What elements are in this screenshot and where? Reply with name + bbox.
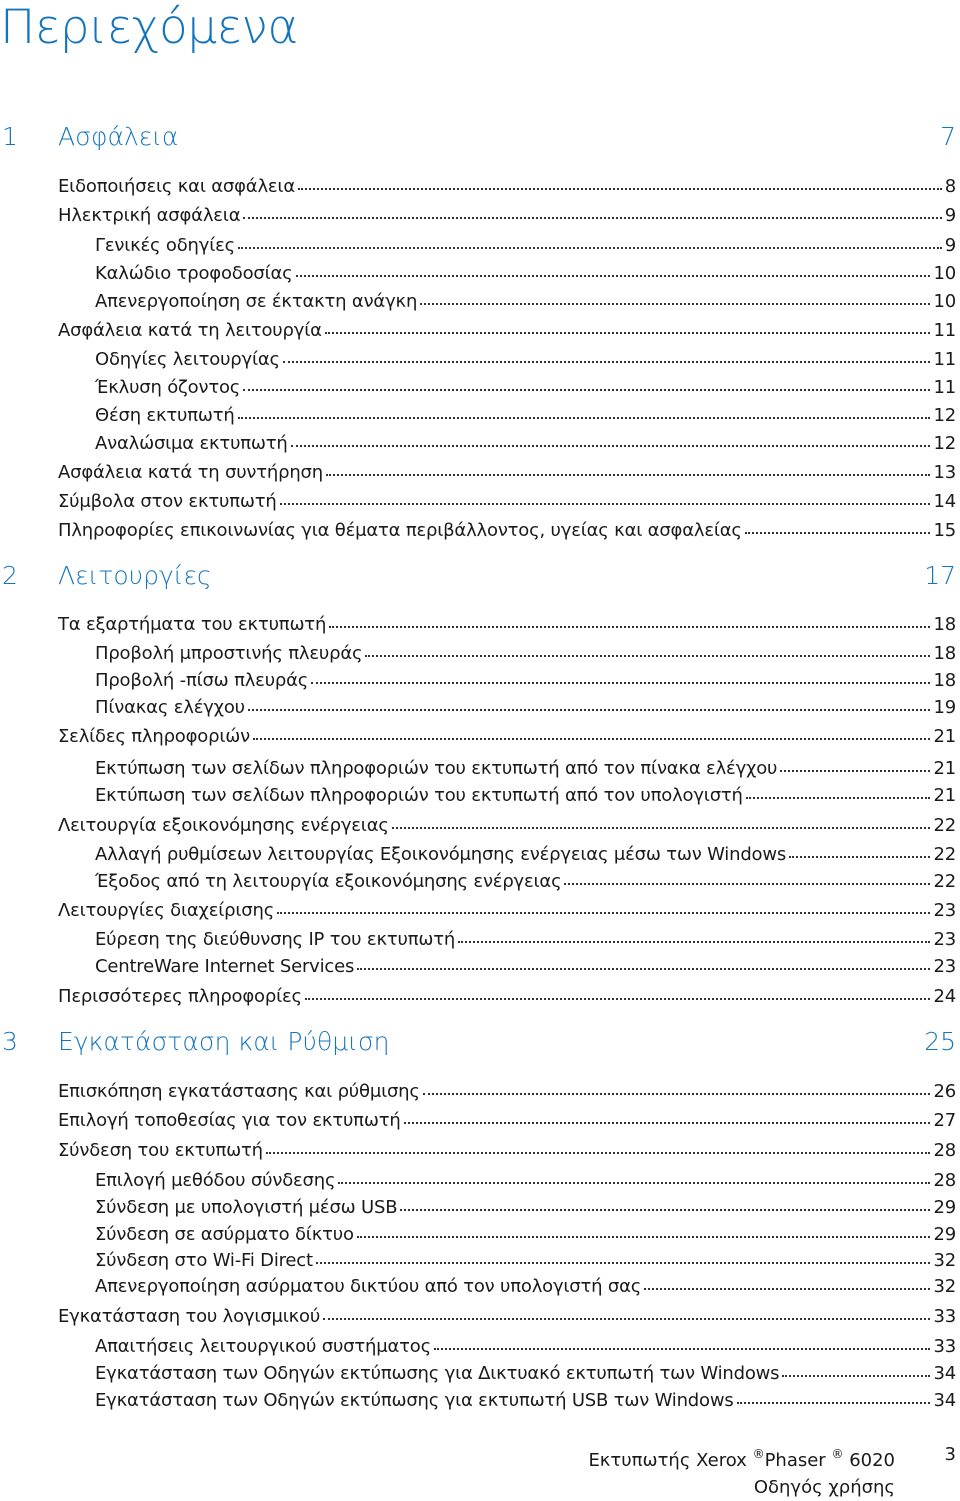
toc-entry-page-number: 34 <box>933 1390 956 1411</box>
toc-entry-page-number: 28 <box>933 1170 956 1191</box>
dot-leader <box>458 941 930 943</box>
dot-leader <box>789 856 930 858</box>
toc-entry-page-number: 33 <box>933 1336 956 1357</box>
toc-entry[interactable] <box>95 756 956 782</box>
footer-product-name: Phaser <box>764 1450 826 1471</box>
dot-leader <box>326 474 931 476</box>
footer-page-number: 3 <box>944 1444 956 1465</box>
dot-leader <box>782 1375 930 1377</box>
toc-entry-label: Εγκατάσταση των Οδηγών εκτύπωσης για εκτυπωτή USB των Windows <box>95 1390 734 1411</box>
dot-leader <box>737 1402 931 1404</box>
toc-entry[interactable] <box>95 954 956 980</box>
toc-entry-label: Ειδοποιήσεις και ασφάλεια <box>58 176 295 197</box>
toc-entry-page-number: 15 <box>933 520 956 541</box>
toc-entry-page-number: 22 <box>933 871 956 892</box>
chapter-page-number: 25 <box>924 1027 956 1056</box>
toc-entry[interactable] <box>58 318 956 344</box>
footer-product-info <box>588 1441 895 1501</box>
toc-entry[interactable] <box>58 203 956 229</box>
registered-mark: ® <box>752 1447 765 1461</box>
toc-entry-page-number: 14 <box>933 491 956 512</box>
toc-entry-page-number: 19 <box>933 697 956 718</box>
toc-entry[interactable] <box>95 1334 956 1360</box>
toc-entry[interactable] <box>95 347 956 373</box>
dot-leader <box>311 682 930 684</box>
toc-entry-page-number: 10 <box>933 263 956 284</box>
toc-entry[interactable] <box>95 289 956 315</box>
toc-entry-page-number: 21 <box>933 785 956 806</box>
toc-entry-label: Εκτύπωση των σελίδων πληροφοριών του εκτυπωτή από τον πίνακα ελέγχου <box>95 758 778 779</box>
toc-entry[interactable] <box>95 261 956 287</box>
toc-entry[interactable] <box>95 783 956 809</box>
toc-entry-page-number: 9 <box>944 205 956 226</box>
toc-entry[interactable] <box>58 1108 956 1134</box>
toc-entry-label: Σύνδεση στο Wi-Fi Direct <box>95 1250 313 1271</box>
toc-entry[interactable] <box>58 174 956 200</box>
toc-entry-page-number: 18 <box>933 670 956 691</box>
dot-leader <box>746 797 931 799</box>
toc-entry-label: Απενεργοποίηση ασύρματου δικτύου από τον υπολογιστή σας <box>95 1276 642 1297</box>
toc-entry-label: Έξοδος από τη λειτουργία εξοικονόμησης ενέργειας <box>95 871 562 892</box>
toc-entry-label: Απενεργοποίηση σε έκτακτη ανάγκη <box>95 291 418 312</box>
dot-leader <box>298 188 942 190</box>
toc-entry-label: CentreWare Internet Services <box>95 956 355 977</box>
dot-leader <box>316 1262 931 1264</box>
toc-entry-label: Απαιτήσεις λειτουργικού συστήματος <box>95 1336 431 1357</box>
dot-leader <box>291 445 931 447</box>
toc-entry-page-number: 23 <box>933 900 956 921</box>
toc-entry-label: Πίνακας ελέγχου <box>95 697 245 718</box>
dot-leader <box>400 1209 930 1211</box>
toc-entry-page-number: 33 <box>933 1306 956 1327</box>
dot-leader <box>392 827 931 829</box>
toc-entry-label: Εγκατάσταση των Οδηγών εκτύπωσης για Δικτυακό εκτυπωτή των Windows <box>95 1363 780 1384</box>
toc-entry-label: Αναλώσιμα εκτυπωτή <box>95 433 288 454</box>
toc-entry-label: Θέση εκτυπωτή <box>95 405 235 426</box>
dot-leader <box>365 655 930 657</box>
dot-leader <box>243 389 930 391</box>
chapter-page-number: 17 <box>924 561 956 590</box>
chapter-heading[interactable] <box>0 559 956 593</box>
toc-entry-page-number: 11 <box>933 320 956 341</box>
toc-entry-label: Καλώδιο τροφοδοσίας <box>95 263 293 284</box>
toc-entry-label: Αλλαγή ρυθμίσεων λειτουργίας Εξοικονόμησης ενέργειας μέσω των Windows <box>95 844 787 865</box>
toc-entry[interactable] <box>95 233 956 259</box>
toc-entry-label: Εκτύπωση των σελίδων πληροφοριών του εκτυπωτή από τον υπολογιστή <box>95 785 743 806</box>
toc-entry[interactable] <box>58 1304 956 1330</box>
toc-entry-page-number: 32 <box>933 1250 956 1271</box>
toc-entry-page-number: 24 <box>933 986 956 1007</box>
dot-leader <box>238 247 942 249</box>
toc-entry[interactable] <box>58 1079 956 1105</box>
toc-entry[interactable] <box>58 518 956 544</box>
dot-leader <box>434 1348 931 1350</box>
toc-entry-page-number: 10 <box>933 291 956 312</box>
toc-entry-page-number: 18 <box>933 614 956 635</box>
dot-leader <box>238 417 931 419</box>
toc-entry[interactable] <box>95 403 956 429</box>
toc-entry[interactable] <box>95 1361 956 1387</box>
toc-entry-label: Σύμβολα στον εκτυπωτή <box>58 491 277 512</box>
toc-entry-label: Γενικές οδηγίες <box>95 235 235 256</box>
toc-entry[interactable] <box>95 1195 956 1221</box>
toc-entry-page-number: 29 <box>933 1197 956 1218</box>
dot-leader <box>243 217 941 219</box>
toc-entry-page-number: 29 <box>933 1224 956 1245</box>
toc-entry-page-number: 34 <box>933 1363 956 1384</box>
toc-entry[interactable] <box>95 1248 956 1274</box>
toc-entry-label: Λειτουργία εξοικονόμησης ενέργειας <box>58 815 389 836</box>
dot-leader <box>564 883 930 885</box>
chapter-number: 1 <box>2 122 18 151</box>
toc-entry-page-number: 12 <box>933 433 956 454</box>
dot-leader <box>357 1236 931 1238</box>
toc-entry[interactable] <box>95 431 956 457</box>
toc-entry-label: Σελίδες πληροφοριών <box>58 726 250 747</box>
toc-entry[interactable] <box>95 1274 956 1300</box>
chapter-title: Εγκατάσταση και Ρύθμιση <box>58 1027 390 1056</box>
toc-entry[interactable] <box>58 813 956 839</box>
toc-entry-label: Προβολή μπροστινής πλευράς <box>95 643 363 664</box>
toc-entry-page-number: 27 <box>933 1110 956 1131</box>
toc-entry-label: Επιλογή τοποθεσίας για τον εκτυπωτή <box>58 1110 401 1131</box>
toc-entry-page-number: 22 <box>933 815 956 836</box>
toc-entry-page-number: 12 <box>933 405 956 426</box>
dot-leader <box>329 626 930 628</box>
dot-leader <box>404 1122 931 1124</box>
dot-leader <box>323 1318 930 1320</box>
dot-leader <box>253 738 931 740</box>
toc-entry-page-number: 11 <box>933 349 956 370</box>
dot-leader <box>280 503 931 505</box>
toc-entry-label: Σύνδεση σε ασύρματο δίκτυο <box>95 1224 354 1245</box>
toc-entry[interactable] <box>58 612 956 638</box>
dot-leader <box>266 1152 931 1154</box>
toc-entry[interactable] <box>58 984 956 1010</box>
toc-entry[interactable] <box>95 375 956 401</box>
toc-entry[interactable] <box>95 927 956 953</box>
toc-entry[interactable] <box>95 695 956 721</box>
footer-product-prefix: Εκτυπωτής Xerox <box>588 1450 747 1471</box>
toc-entry-label: Έκλυση όζοντος <box>95 377 241 398</box>
toc-entry[interactable] <box>58 489 956 515</box>
toc-entry[interactable] <box>95 842 956 868</box>
dot-leader <box>325 332 931 334</box>
dot-leader <box>780 770 930 772</box>
toc-entry-label: Περισσότερες πληροφορίες <box>58 986 302 1007</box>
dot-leader <box>420 303 930 305</box>
toc-entry[interactable] <box>95 869 956 895</box>
toc-entry-label: Λειτουργίες διαχείρισης <box>58 900 275 921</box>
toc-entry[interactable] <box>58 1138 956 1164</box>
toc-entry[interactable] <box>58 724 956 750</box>
dot-leader <box>305 998 931 1000</box>
toc-entry-label: Σύνδεση του εκτυπωτή <box>58 1140 263 1161</box>
toc-entry[interactable] <box>95 641 956 667</box>
dot-leader <box>644 1288 930 1290</box>
chapter-title: Λειτουργίες <box>58 561 212 590</box>
toc-entry-label: Ασφάλεια κατά τη λειτουργία <box>58 320 322 341</box>
dot-leader <box>248 709 931 711</box>
toc-entry-label: Επισκόπηση εγκατάστασης και ρύθμισης <box>58 1081 420 1102</box>
toc-entry-label: Πληροφορίες επικοινωνίας για θέματα περιβάλλοντος, υγείας και ασφαλείας <box>58 520 742 541</box>
toc-entry-page-number: 22 <box>933 844 956 865</box>
toc-entry-label: Προβολή -πίσω πλευράς <box>95 670 309 691</box>
toc-entry-label: Επιλογή μεθόδου σύνδεσης <box>95 1170 336 1191</box>
toc-entry-page-number: 28 <box>933 1140 956 1161</box>
toc-entry[interactable] <box>95 1222 956 1248</box>
dot-leader <box>296 275 931 277</box>
toc-entry-label: Εγκατάσταση του λογισμικού <box>58 1306 321 1327</box>
toc-entry-label: Ηλεκτρική ασφάλεια <box>58 205 241 226</box>
footer-product-model: 6020 <box>849 1450 895 1471</box>
toc-entry-label: Εύρεση της διεύθυνσης IP του εκτυπωτή <box>95 929 456 950</box>
dot-leader <box>423 1093 931 1095</box>
toc-entry-page-number: 18 <box>933 643 956 664</box>
toc-entry[interactable] <box>58 460 956 486</box>
dot-leader <box>277 912 930 914</box>
registered-mark: ® <box>831 1447 844 1461</box>
toc-entry[interactable] <box>95 1168 956 1194</box>
toc-entry-label: Τα εξαρτήματα του εκτυπωτή <box>58 614 327 635</box>
toc-entry-page-number: 23 <box>933 956 956 977</box>
toc-entry-page-number: 13 <box>933 462 956 483</box>
toc-entry-label: Ασφάλεια κατά τη συντήρηση <box>58 462 323 483</box>
footer-guide-name: Οδηγός χρήσης <box>753 1477 895 1498</box>
toc-entry-page-number: 21 <box>933 726 956 747</box>
toc-entry-page-number: 23 <box>933 929 956 950</box>
toc-entry[interactable] <box>58 898 956 924</box>
chapter-heading[interactable] <box>0 120 956 154</box>
toc-entry-label: Οδηγίες λειτουργίας <box>95 349 280 370</box>
toc-entry-page-number: 11 <box>933 377 956 398</box>
toc-entry-page-number: 8 <box>944 176 956 197</box>
dot-leader <box>745 532 931 534</box>
chapter-heading[interactable] <box>0 1025 956 1059</box>
chapter-page-number: 7 <box>940 122 956 151</box>
page-title: Περιεχόμενα <box>0 0 298 55</box>
toc-entry-page-number: 32 <box>933 1276 956 1297</box>
toc-entry[interactable] <box>95 1388 956 1414</box>
toc-entry-label: Σύνδεση με υπολογιστή μέσω USB <box>95 1197 398 1218</box>
toc-entry-page-number: 21 <box>933 758 956 779</box>
chapter-title: Ασφάλεια <box>58 122 179 151</box>
toc-entry[interactable] <box>95 668 956 694</box>
dot-leader <box>338 1182 930 1184</box>
dot-leader <box>357 968 930 970</box>
chapter-number: 2 <box>2 561 18 590</box>
dot-leader <box>283 361 931 363</box>
chapter-number: 3 <box>2 1027 18 1056</box>
toc-entry-page-number: 9 <box>944 235 956 256</box>
toc-entry-page-number: 26 <box>933 1081 956 1102</box>
